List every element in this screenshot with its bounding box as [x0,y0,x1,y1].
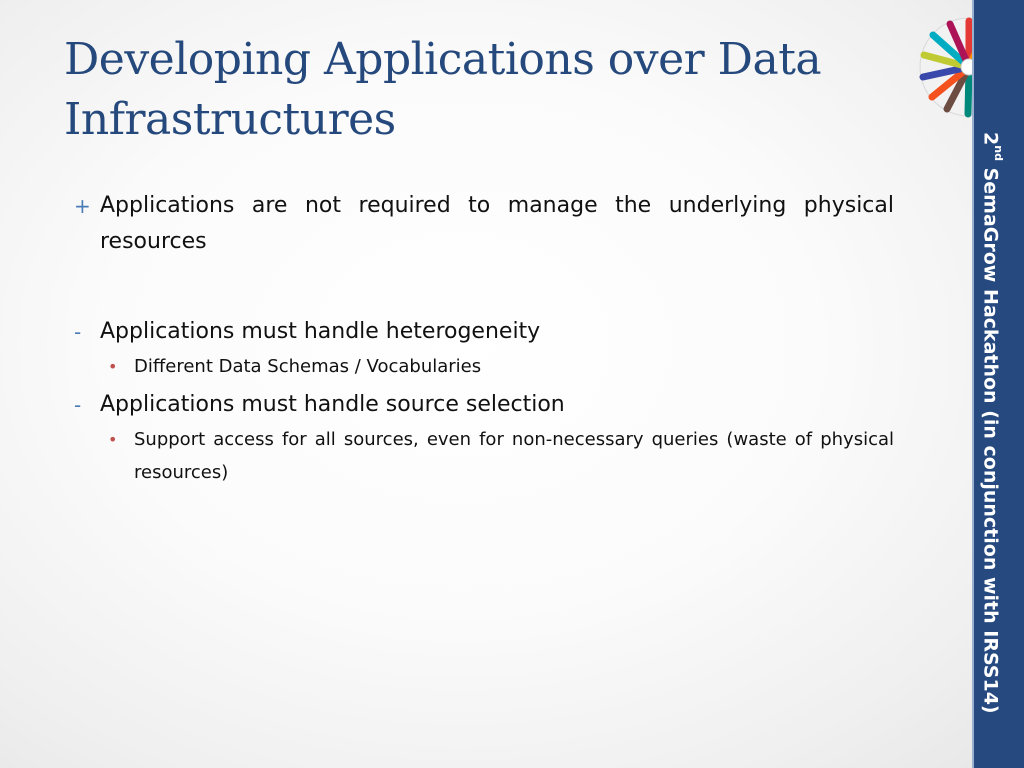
dash-marker-icon: - [74,320,82,344]
dash-marker-icon: - [74,393,82,417]
sub-bullet-item [74,423,894,489]
bullet-item [74,387,894,423]
slide-title: Developing Applications over Data Infrastructures [64,34,822,145]
bullet-text: Applications must handle source selection [100,392,565,417]
bullet-text: Applications must handle heterogeneity [100,319,541,344]
bullet-item [74,188,894,260]
slide-content [74,188,894,489]
sidebar-banner [972,0,1024,768]
event-name: SemaGrow Hackathon (in conjunction with IRSS14) [979,160,1002,714]
bullet-text: Applications are not required to manage the underlying physical resources [100,193,894,254]
sub-bullet-text: Different Data Schemas / Vocabularies [134,356,482,377]
event-ordinal: nd [992,145,1005,161]
dot-marker-icon: • [108,357,118,376]
event-number: 2 [979,132,1002,146]
plus-marker-icon: + [74,194,91,218]
dot-marker-icon: • [108,430,118,449]
bullet-item [74,314,894,350]
sub-bullet-text: Support access for all sources, even for non-necessary queries (waste of physical resources) [134,429,894,483]
sub-bullet-item [74,350,894,383]
sidebar-event-label [979,132,1010,722]
